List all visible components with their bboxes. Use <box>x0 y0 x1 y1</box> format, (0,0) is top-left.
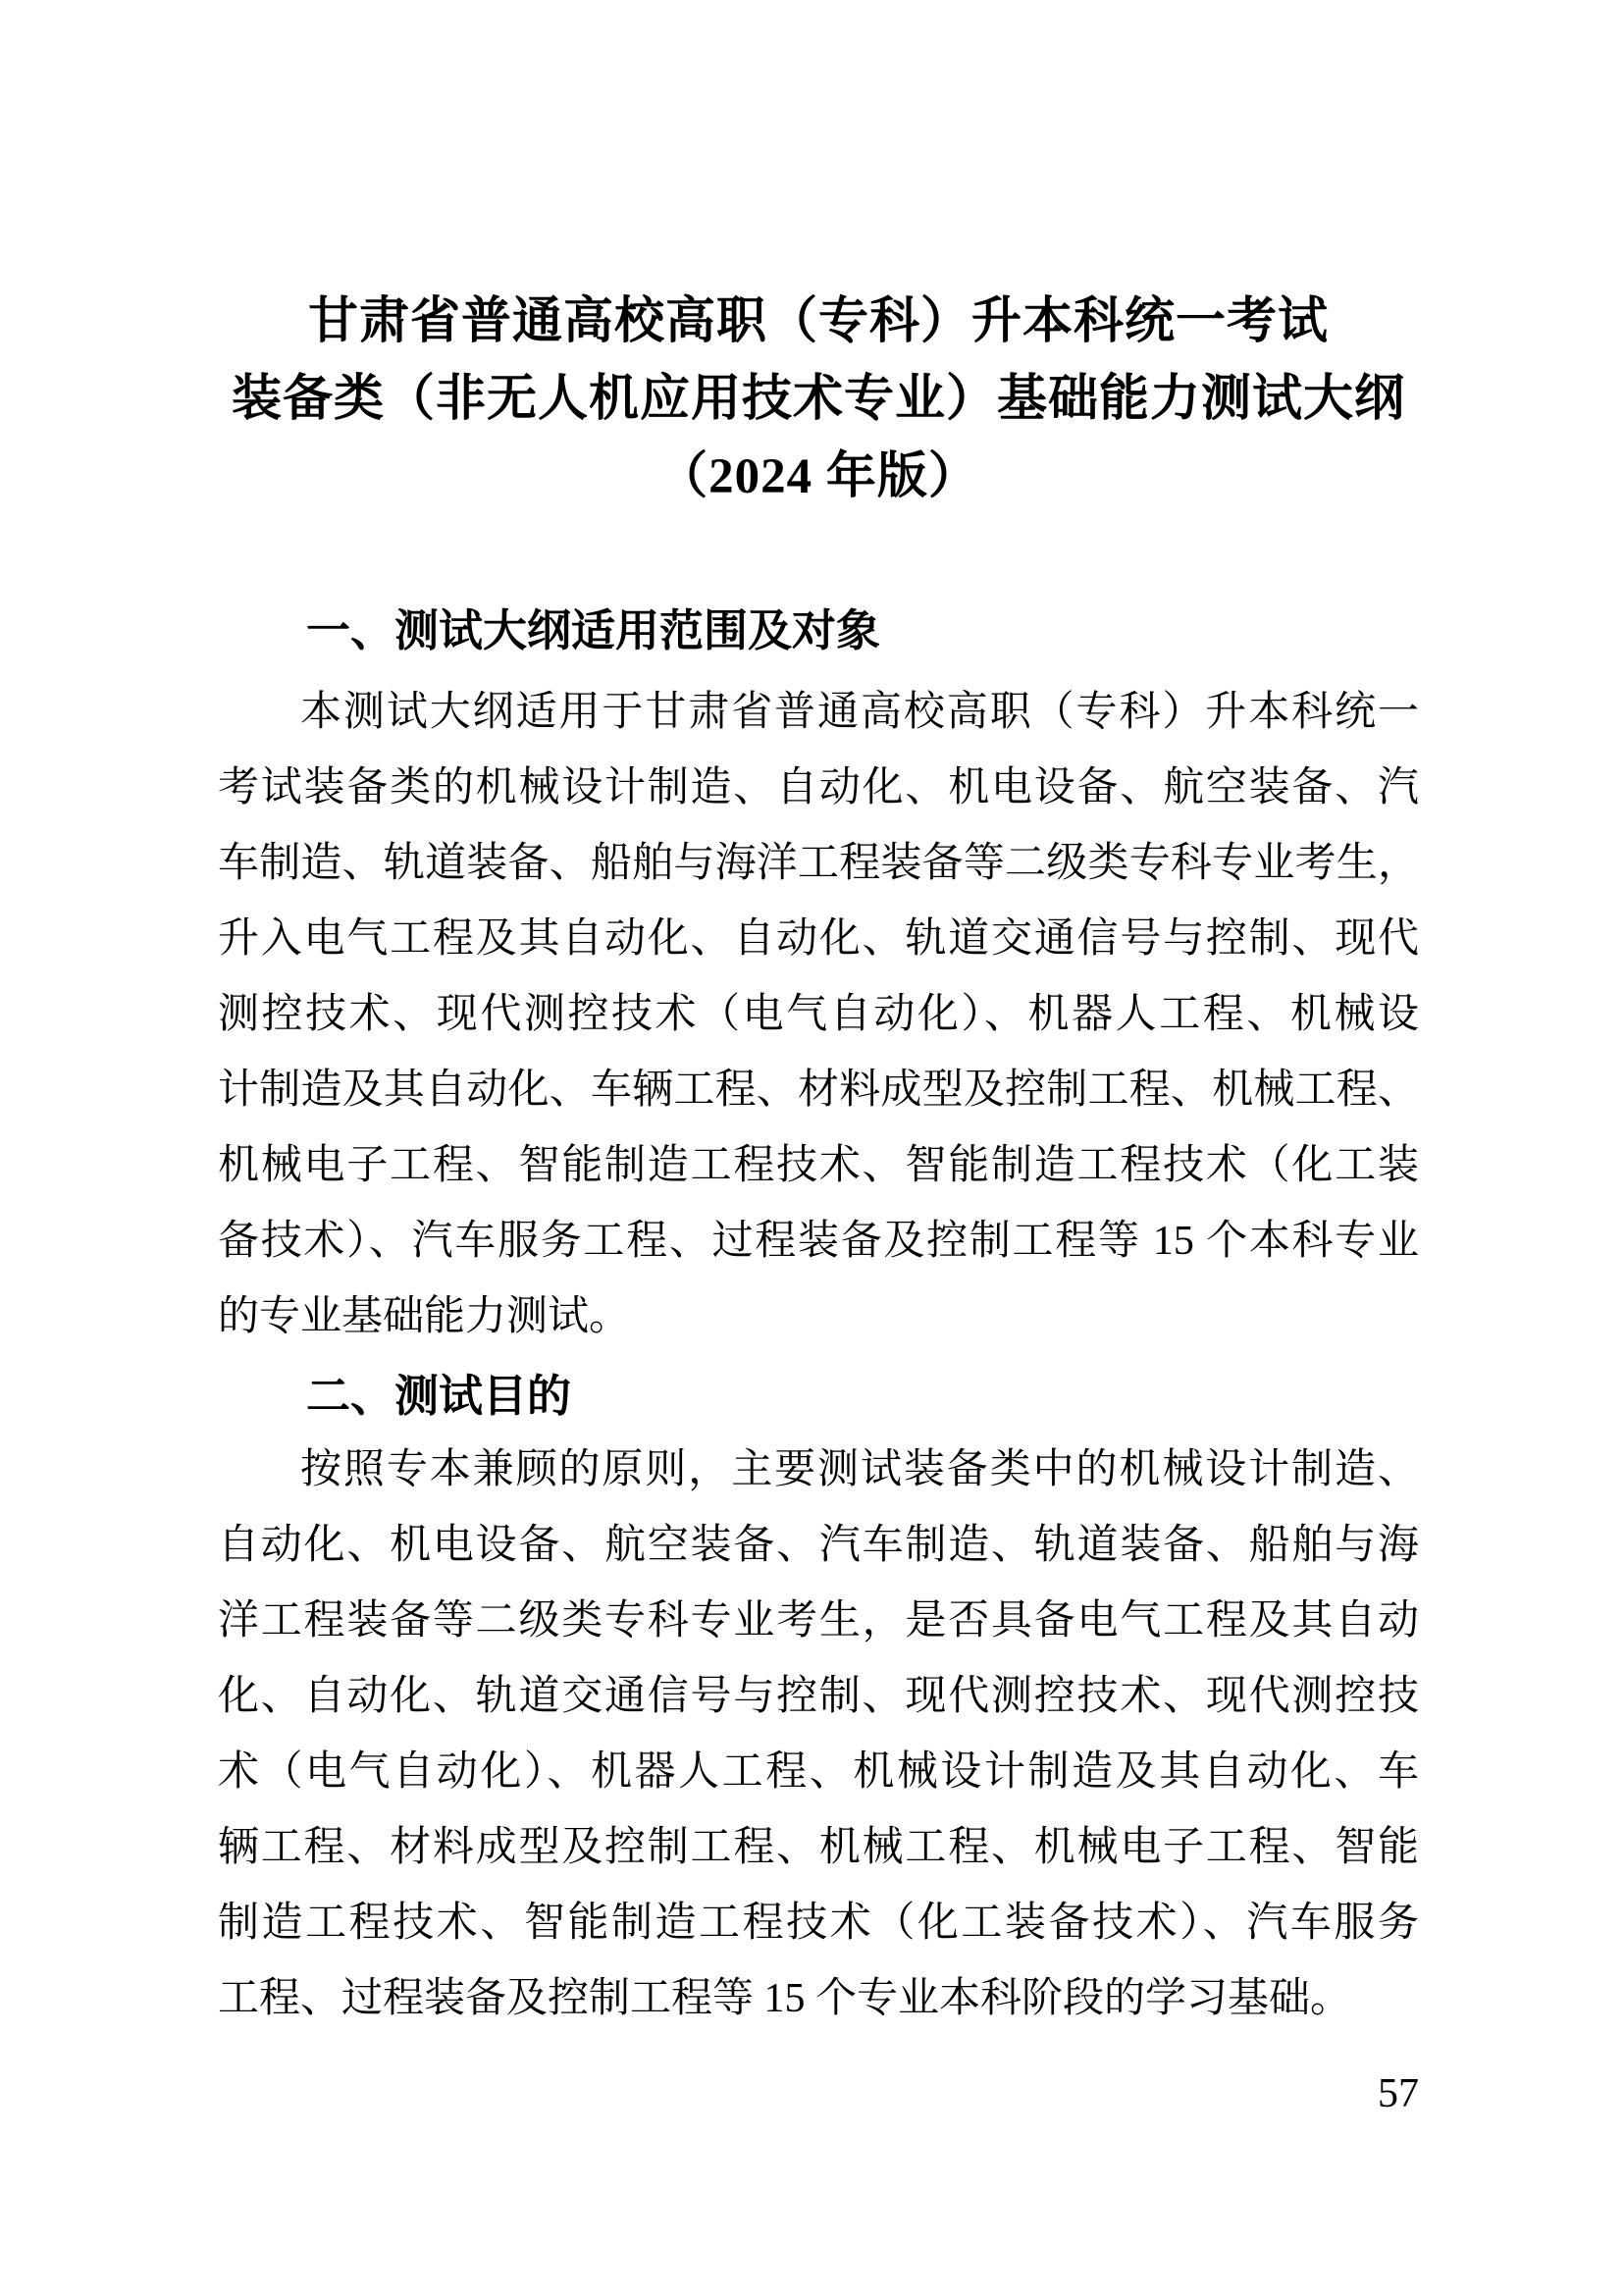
document-title <box>218 284 1419 516</box>
title-line-3: （2024 年版） <box>657 449 979 504</box>
section-1-heading: 一、测试大纲适用范围及对象 <box>306 605 881 655</box>
paragraph-line: 化、自动化、轨道交通信号与控制、现代测控技术、现代测控技 <box>218 1674 1419 1719</box>
paragraph-line: 升入电气工程及其自动化、自动化、轨道交通信号与控制、现代 <box>218 916 1419 962</box>
paragraph-line: 机械电子工程、智能制造工程技术、智能制造工程技术（化工装 <box>218 1143 1419 1188</box>
paragraph-line: 的专业基础能力测试。 <box>218 1294 631 1339</box>
paragraph-line: 洋工程装备等二级类专科专业考生，是否具备电气工程及其自动 <box>218 1598 1419 1643</box>
paragraph-line: 考试装备类的机械设计制造、自动化、机电设备、航空装备、汽 <box>218 765 1419 810</box>
section-2-heading: 二、测试目的 <box>306 1371 572 1421</box>
section-1-paragraph <box>218 675 1419 1355</box>
paragraph-line: 本测试大纲适用于甘肃省普通高校高职（专科）升本科统一 <box>300 690 1419 735</box>
paragraph-line: 按照专本兼顾的原则，主要测试装备类中的机械设计制造、 <box>300 1447 1419 1492</box>
paragraph-line: 计制造及其自动化、车辆工程、材料成型及控制工程、机械工程、 <box>218 1068 1419 1113</box>
title-line-2: 装备类（非无人机应用技术专业）基础能力测试大纲 <box>231 372 1405 427</box>
paragraph-line: 备技术）、汽车服务工程、过程装备及控制工程等 15 个本科专业 <box>218 1219 1419 1264</box>
paragraph-line: 工程、过程装备及控制工程等 15 个专业本科阶段的学习基础。 <box>218 1976 1352 2021</box>
paragraph-line: 术（电气自动化）、机器人工程、机械设计制造及其自动化、车 <box>218 1749 1419 1795</box>
section-2-paragraph <box>218 1433 1419 2037</box>
paragraph-line: 辆工程、材料成型及控制工程、机械工程、机械电子工程、智能 <box>218 1825 1419 1870</box>
paragraph-line: 测控技术、现代测控技术（电气自动化）、机器人工程、机械设 <box>218 992 1419 1037</box>
title-line-1: 甘肃省普通高校高职（专科）升本科统一考试 <box>307 294 1329 349</box>
paragraph-line: 自动化、机电设备、航空装备、汽车制造、轨道装备、船舶与海 <box>218 1523 1419 1568</box>
paragraph-line: 制造工程技术、智能制造工程技术（化工装备技术）、汽车服务 <box>218 1901 1419 1946</box>
paragraph-line: 车制造、轨道装备、船舶与海洋工程装备等二级类专科专业考生， <box>218 841 1419 886</box>
page-number: 57 <box>1378 2071 1419 2116</box>
